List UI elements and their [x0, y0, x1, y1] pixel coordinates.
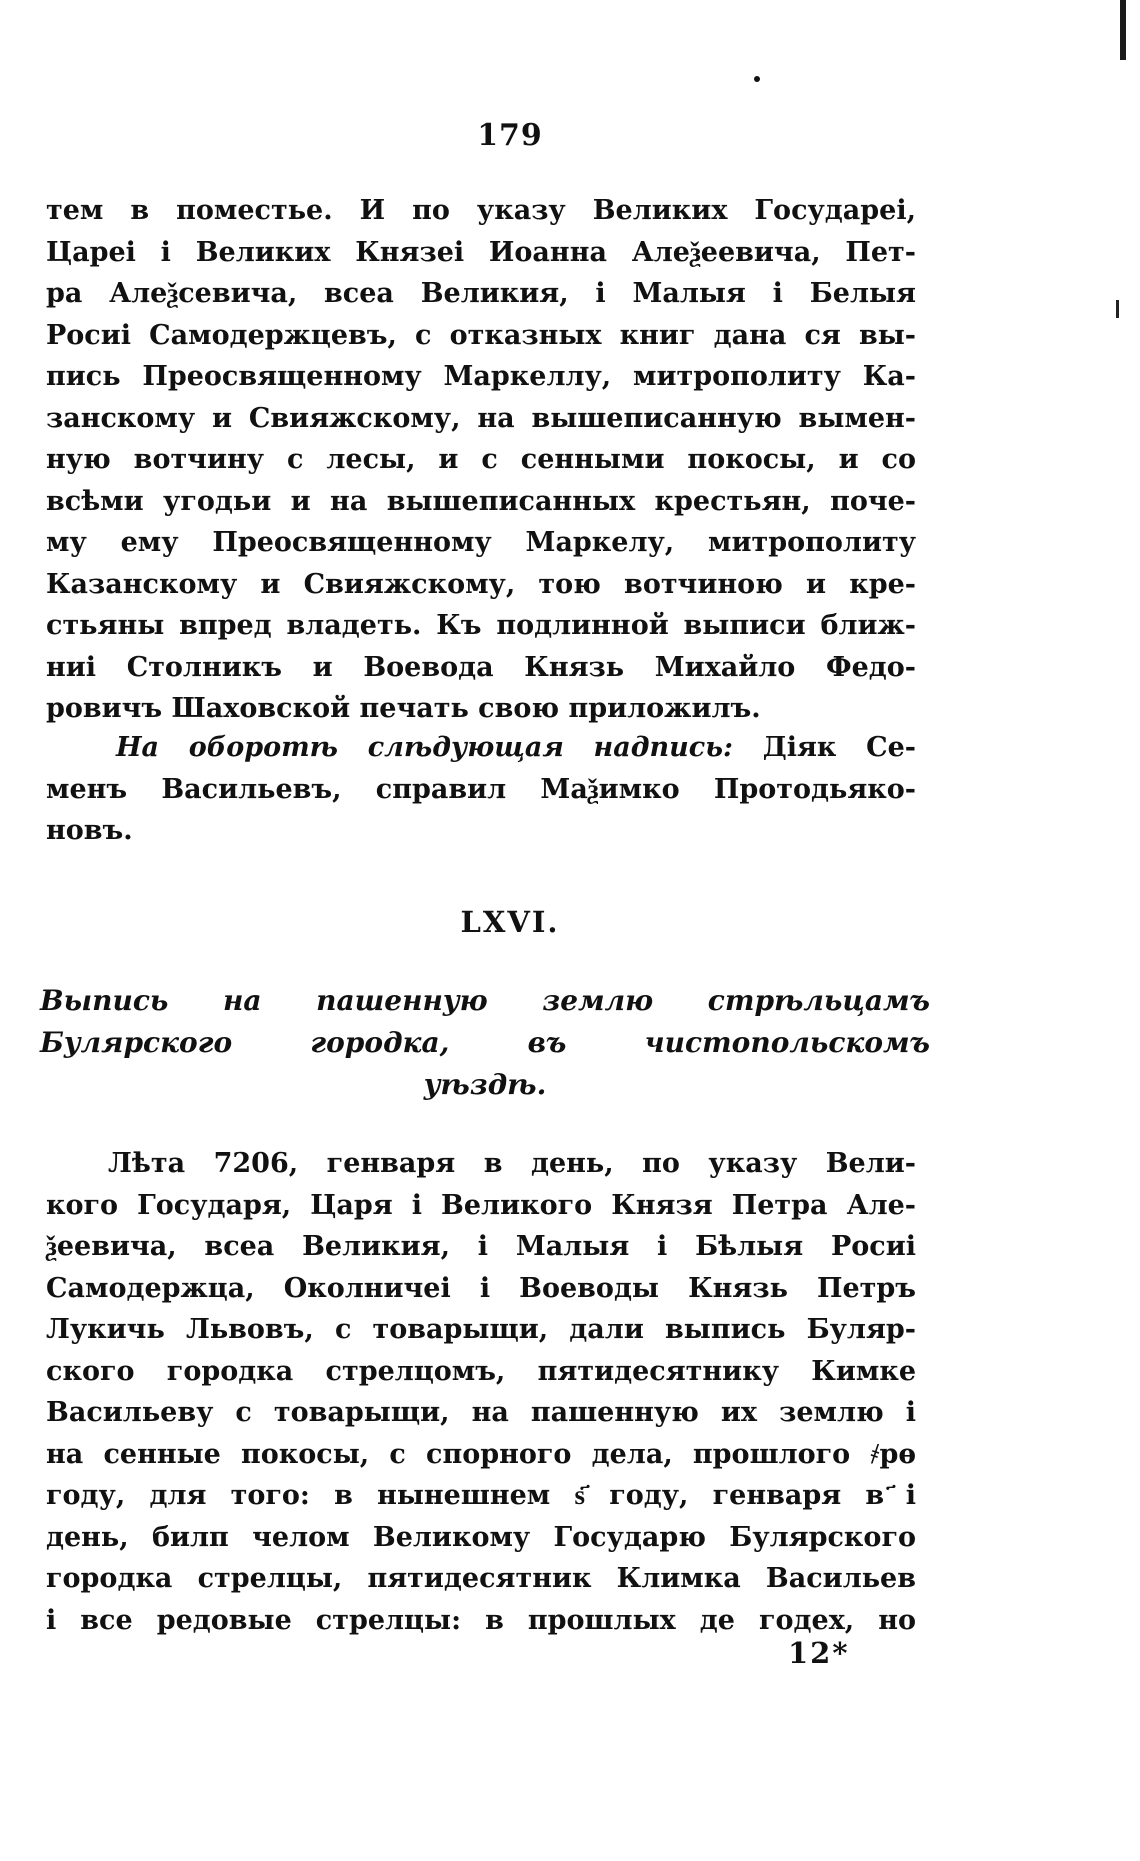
text-line: ѯеевича, всеа Великия, і Малыя і Бѣлыя Росиі — [46, 1231, 916, 1262]
text-line: і все редовые стрелцы: в прошлых де годех, но — [46, 1604, 916, 1636]
text-line: ровичъ Шаховской печать свою приложилъ. — [46, 693, 761, 724]
text-line: Казанскому и Свияжскому, тою вотчиною и кре- — [46, 568, 916, 600]
text-line: ского городка стрелцомъ, пятидесятнику Кимке — [46, 1355, 916, 1387]
text-line: менъ Васильевъ, справил Маѯимко Протодьяко- — [46, 773, 916, 805]
text-line: Лукичь Львовъ, с товарыщи, дали выпись Буляр- — [46, 1314, 916, 1345]
text-line: на сенные покосы, с спорного дела, прошлого ҂рѳ — [46, 1438, 916, 1470]
text-line: городка стрелцы, пятидесятник Климка Васильев — [46, 1563, 916, 1594]
text-line — [46, 727, 916, 769]
text-line: Самодержца, Околничеі і Воеводы Князь Петръ — [46, 1272, 916, 1304]
note-label: На оборотѣ слѣдующая надпись: — [116, 732, 733, 763]
scan-edge-shadow — [1120, 0, 1126, 60]
text-line: Лѣта 7206, генваря в день, по указу Вели- — [108, 1148, 916, 1179]
heading-line: Выпись на пашенную землю стрѣльцамъ — [40, 984, 930, 1017]
signature-mark: 12* — [788, 1636, 850, 1670]
scan-speck — [754, 76, 760, 82]
heading-line: Булярского городка, въ чистопольскомъ — [40, 1026, 930, 1059]
section-heading — [40, 980, 930, 1106]
text-line: новъ. — [46, 815, 133, 846]
text-line: Васильеву с товарыщи, на пашенную их землю і — [46, 1397, 916, 1428]
text-line: тем в поместье. И по указу Великих Государеі, — [46, 195, 916, 226]
note-text: Діяк Се- — [762, 732, 917, 763]
text-line: ную вотчину с лесы, и с сенными покосы, и со — [46, 444, 916, 475]
text-line: Цареі і Великих Князеі Иоанна Алеѯеевича, Пет- — [46, 236, 916, 268]
paragraph-continued — [46, 190, 916, 730]
heading-line: уѣздѣ. — [423, 1068, 547, 1101]
section-number: LXVI. — [460, 905, 560, 939]
text-line: Росиі Самодержцевъ, с отказных книг дана ся вы- — [46, 319, 916, 351]
text-line: стьяны впред владеть. Къ подлинной выписи ближ- — [46, 610, 916, 641]
text-line: кого Государя, Царя і Великого Князя Петра Але- — [46, 1189, 916, 1221]
text-line: году, для того: в нынешнем ѕ҃ году, генваря в ҃і — [46, 1480, 916, 1511]
page-number: 179 — [477, 118, 543, 153]
text-line: день, билп челом Великому Государю Булярского — [46, 1521, 916, 1553]
scan-edge-mark — [1116, 300, 1119, 318]
text-line: всѣми угодьи и на вышеписанных крестьян, поче- — [46, 485, 916, 517]
text-line: ниі Столникъ и Воевода Князь Михайло Федо- — [46, 651, 916, 683]
text-line: му ему Преосвященному Маркелу, митрополиту — [46, 527, 916, 558]
text-line: занскому и Свияжскому, на вышеписанную вымен- — [46, 402, 916, 434]
text-line: ра Алеѯсевича, всеа Великия, і Малыя і Белыя — [46, 278, 916, 309]
paragraph-main — [46, 1143, 916, 1641]
text-line: пись Преосвященному Маркеллу, митрополиту Ка- — [46, 361, 916, 392]
reverse-side-note — [46, 727, 916, 852]
